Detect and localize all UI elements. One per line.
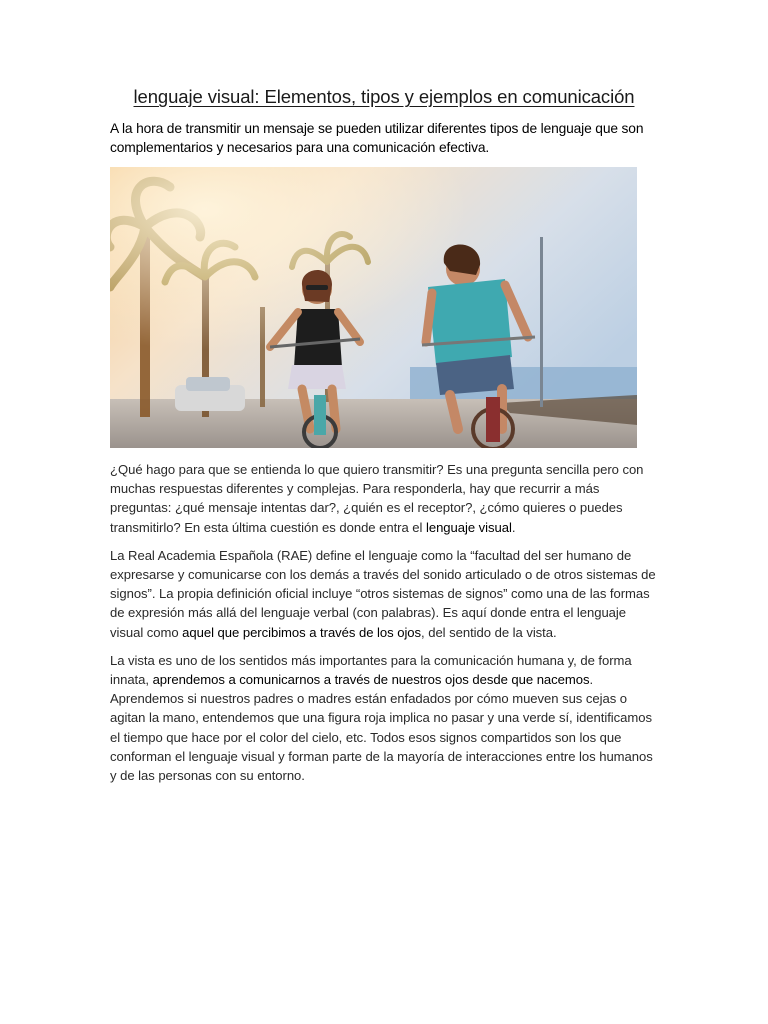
cyclists-photo bbox=[110, 167, 637, 448]
document-title: lenguaje visual: Elementos, tipos y ejemplos en comunicación bbox=[133, 86, 635, 107]
highlight-lenguaje-visual: lenguaje visual bbox=[425, 519, 512, 535]
highlight-ojos: aquel que percibimos a través de los ojos bbox=[182, 624, 422, 640]
lead-paragraph: A la hora de transmitir un mensaje se pueden utilizar diferentes tipos de lenguaje que son complementarios y necesarios para una comunicación efectiva. bbox=[110, 121, 644, 155]
paragraph-1: ¿Qué hago para que se entienda lo que quiero transmitir? Es una pregunta sencilla pero con muchas respuestas diferentes y complejas. Para responderla, hay que recurrir a más preguntas: ¿qué mensaje intentas dar?, ¿quién es el receptor?, ¿cómo quieres o puedes transmitirlo? En esta última cuestión es donde entra el lenguaje visual. bbox=[110, 462, 644, 535]
highlight-nacemos: aprendemos a comunicarnos a través de nuestros ojos desde que nacemos bbox=[152, 672, 590, 688]
paragraph-3: La vista es uno de los sentidos más importantes para la comunicación humana y, de forma innata, aprendemos a comunicarnos a través de nuestros ojos desde que nacemos. Aprendemos si nuestros padres o madres están enfadados por cómo mueven sus cejas o agitan la mano, entendemos que una figura roja implica no pasar y una verde sí, identificamos el tiempo que hace por el color del cielo, etc. Todos esos signos compartidos son los que conforman el lenguaje visual y forman parte de la mayoría de interacciones entre los humanos y de las personas con su entorno. bbox=[110, 652, 653, 784]
paragraph-2: La Real Academia Española (RAE) define el lenguaje como la “facultad del ser humano de expresarse y comunicarse con los demás a través del sonido articulado o de otros sistemas de signos”. La propia definición oficial incluye “otros sistemas de signos” como una de las formas de expresión más allá del lenguaje verbal (con palabras). Es aquí donde entra el lenguaje visual como aquel que percibimos a través de los ojos, del sentido de la vista. bbox=[110, 547, 656, 640]
